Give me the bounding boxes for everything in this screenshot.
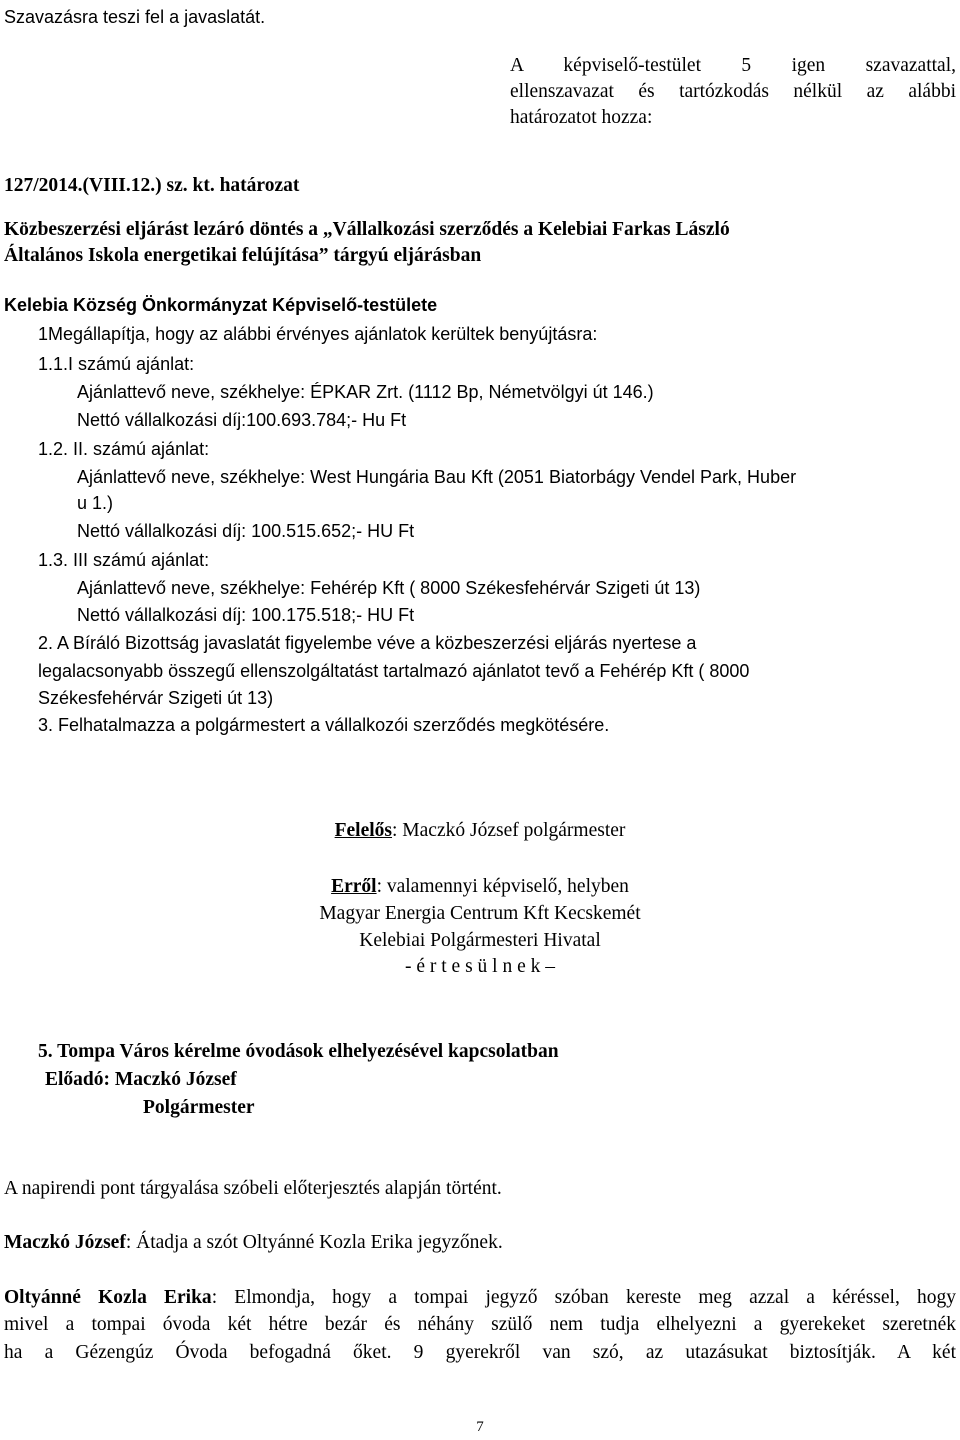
notify-value: : valamennyi képviselő, helyben	[376, 876, 629, 897]
notify-line-2: Magyar Energia Centrum Kft Kecskemét	[319, 903, 641, 924]
paragraph-2-text: : Átadja a szót Oltyánné Kozla Erika jegyzőnek.	[125, 1232, 503, 1253]
offer-3-label: 1.3. III számú ajánlat:	[38, 550, 210, 570]
paragraph-3-line-1	[4, 1286, 956, 1310]
paragraph-2-speaker: Maczkó József	[4, 1232, 126, 1253]
responsible-label: Felelős	[334, 820, 393, 841]
notify-line-4: - é r t e s ü l n e k –	[404, 956, 555, 977]
responsible-line	[0, 819, 960, 843]
resolution-body: Kelebia Község Önkormányzat Képviselő-testülete	[4, 295, 438, 315]
point-2-line-1: 2. A Bíráló Bizottság javaslatát figyelembe véve a közbeszerzési eljárás nyertese a	[38, 633, 697, 653]
paragraph-3-speaker: Oltyánné Kozla Erika	[4, 1287, 212, 1308]
offer-2-price: Nettó vállalkozási díj: 100.515.652;- HU Ft	[77, 521, 415, 541]
offer-3-price: Nettó vállalkozási díj: 100.175.518;- HU Ft	[77, 605, 415, 625]
offer-3-bidder: Ajánlattevő neve, székhelye: Fehérép Kft ( 8000 Székesfehérvár Szigeti út 13)	[77, 578, 701, 598]
agenda-title: 5. Tompa Város kérelme óvodások elhelyezésével kapcsolatban	[38, 1041, 559, 1062]
point-2-line-2: legalacsonyabb összegű ellenszolgáltatást tartalmazó ajánlatot tevő a Fehérép Kft ( 8000	[38, 661, 750, 681]
paragraph-3-line-3: ha a Gézengúz Óvoda befogadná őket. 9 gyerekről van szó, az utazásukat biztosítják. A két	[4, 1342, 956, 1363]
agenda-role: Polgármester	[143, 1097, 255, 1118]
offer-2-bidder-cont: u 1.)	[77, 493, 114, 513]
point-3: 3. Felhatalmazza a polgármestert a vállalkozói szerződés megkötésére.	[38, 715, 610, 735]
vote-line-3: határozatot hozza:	[510, 107, 653, 128]
resolution-number: 127/2014.(VIII.12.) sz. kt. határozat	[4, 175, 300, 196]
offer-1-label: 1.1.I számú ajánlat:	[38, 354, 195, 374]
offer-2-label: 1.2. II. számú ajánlat:	[38, 439, 210, 459]
notify-line-1	[0, 875, 960, 899]
resolution-title-1: Közbeszerzési eljárást lezáró döntés a „Vállalkozási szerződés a Kelebiai Farkas László	[4, 219, 730, 240]
paragraph-2	[4, 1231, 503, 1255]
responsible-value: : Maczkó József polgármester	[392, 820, 626, 841]
point-2-line-3: Székesfehérvár Szigeti út 13)	[38, 688, 274, 708]
offer-2-bidder: Ajánlattevő neve, székhelye: West Hungária Bau Kft (2051 Biatorbágy Vendel Park, Huber	[77, 467, 797, 487]
resolution-intro: 1Megállapítja, hogy az alábbi érvényes ajánlatok kerültek benyújtásra:	[38, 324, 598, 344]
paragraph-1: A napirendi pont tárgyalása szóbeli előterjesztés alapján történt.	[4, 1178, 502, 1199]
notify-label: Erről	[331, 876, 377, 897]
agenda-presenter: Előadó: Maczkó József	[45, 1069, 237, 1090]
offer-1-bidder: Ajánlattevő neve, székhelye: ÉPKAR Zrt. (1112 Bp, Németvölgyi út 146.)	[77, 382, 654, 402]
notify-line-3: Kelebiai Polgármesteri Hivatal	[359, 930, 601, 951]
vote-line-2: ellenszavazat és tartózkodás nélkül az alábbi	[510, 81, 956, 102]
paragraph-3-text: : Elmondja, hogy a tompai jegyző szóban kereste meg azzal a kéréssel, hogy	[211, 1287, 956, 1308]
vote-line-1: A képviselő-testület 5 igen szavazattal,	[510, 55, 956, 76]
top-line: Szavazásra teszi fel a javaslatát.	[4, 7, 266, 27]
resolution-title-2: Általános Iskola energetikai felújítása” tárgyú eljárásban	[4, 245, 482, 266]
paragraph-3-line-2: mivel a tompai óvoda két hétre bezár és néhány szülő nem tudja elhelyezni a gyerekeket szeretnék	[4, 1314, 956, 1335]
offer-1-price: Nettó vállalkozási díj:100.693.784;- Hu Ft	[77, 410, 407, 430]
page-number: 7	[476, 1419, 484, 1435]
